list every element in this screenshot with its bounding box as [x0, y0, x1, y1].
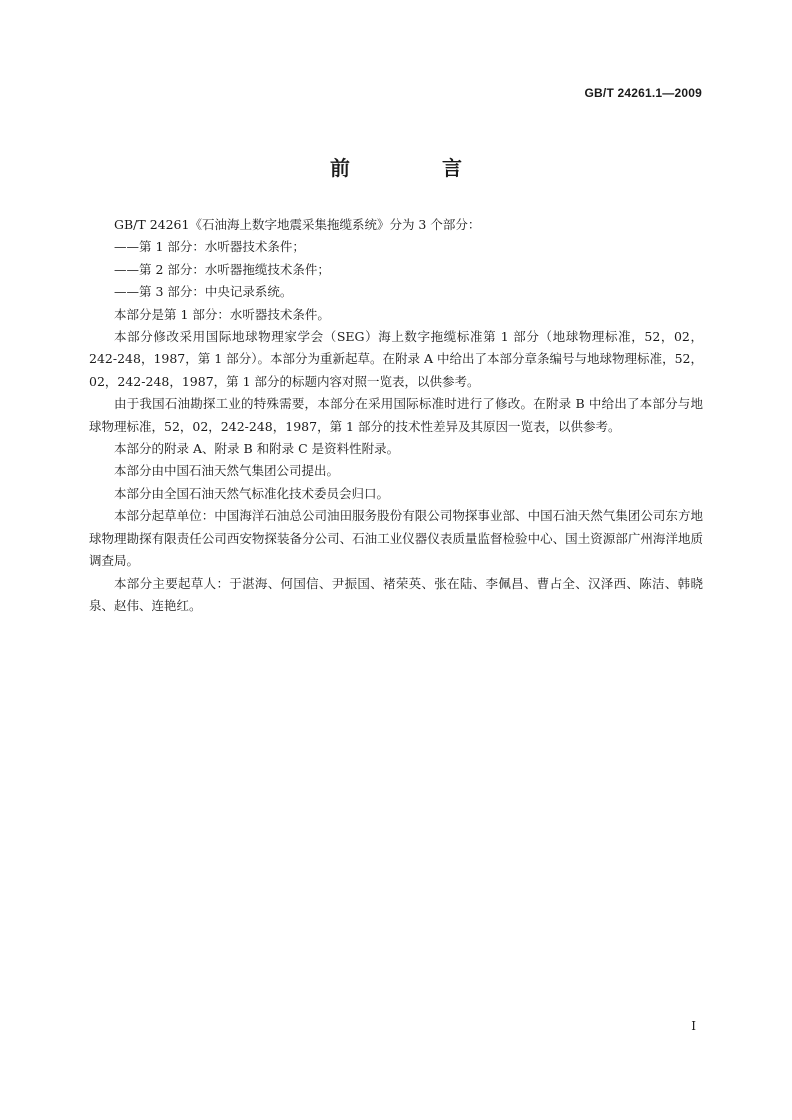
- page-number: I: [691, 1019, 696, 1033]
- paragraph-adoption: 本部分修改采用国际地球物理家学会（SEG）海上数字拖缆标准第 1 部分（地球物理标准，52，02，242-248，1987，第 1 部分）。本部分为重新起草。在附录 A 中给出了本部分章条编号与地球物理标准，52，02，242-248，1987，第 1 部分的标题内容对照一览表，以供参考。: [89, 329, 703, 389]
- paragraph-drafters: 本部分主要起草人：于湛海、何国信、尹振国、褚荣英、张在陆、李佩昌、曹占全、汉泽西、陈洁、韩晓泉、赵伟、连艳红。: [89, 575, 703, 613]
- paragraph-centralized-by: 本部分由全国石油天然气标准化技术委员会归口。: [114, 485, 390, 501]
- paragraph-annexes: 本部分的附录 A、附录 B 和附录 C 是资料性附录。: [114, 441, 400, 457]
- paragraph-parts-intro: GB/T 24261《石油海上数字地震采集拖缆系统》分为 3 个部分：: [114, 217, 481, 232]
- paragraph-proposed-by: 本部分由中国石油天然气集团公司提出。: [114, 463, 340, 479]
- paragraph-part-3: ——第 3 部分：中央记录系统。: [114, 284, 293, 300]
- paragraph-drafting-units: 本部分起草单位：中国海洋石油总公司油田服务股份有限公司物探事业部、中国石油天然气集团公司东方地球物理勘探有限责任公司西安物探装备分公司、石油工业仪器仪表质量监督检验中心、国土资源部广州海洋地质调查局。: [89, 508, 703, 569]
- paragraph-this-part: 本部分是第 1 部分：水听器技术条件。: [114, 306, 330, 322]
- standard-code: GB/T 24261.1—2009: [584, 86, 702, 100]
- paragraph-part-1: ——第 1 部分：水听器技术条件；: [114, 239, 305, 255]
- page-title: 前 言: [330, 156, 498, 180]
- foreword-body: [89, 214, 703, 617]
- paragraph-modification: 由于我国石油勘探工业的特殊需要，本部分在采用国际标准时进行了修改。在附录 B 中给出了本部分与地球物理标准，52，02，242-248，1987，第 1 部分的技术性差异及其原因一览表，以供参考。: [89, 396, 703, 434]
- paragraph-part-2: ——第 2 部分：水听器拖缆技术条件；: [114, 261, 330, 277]
